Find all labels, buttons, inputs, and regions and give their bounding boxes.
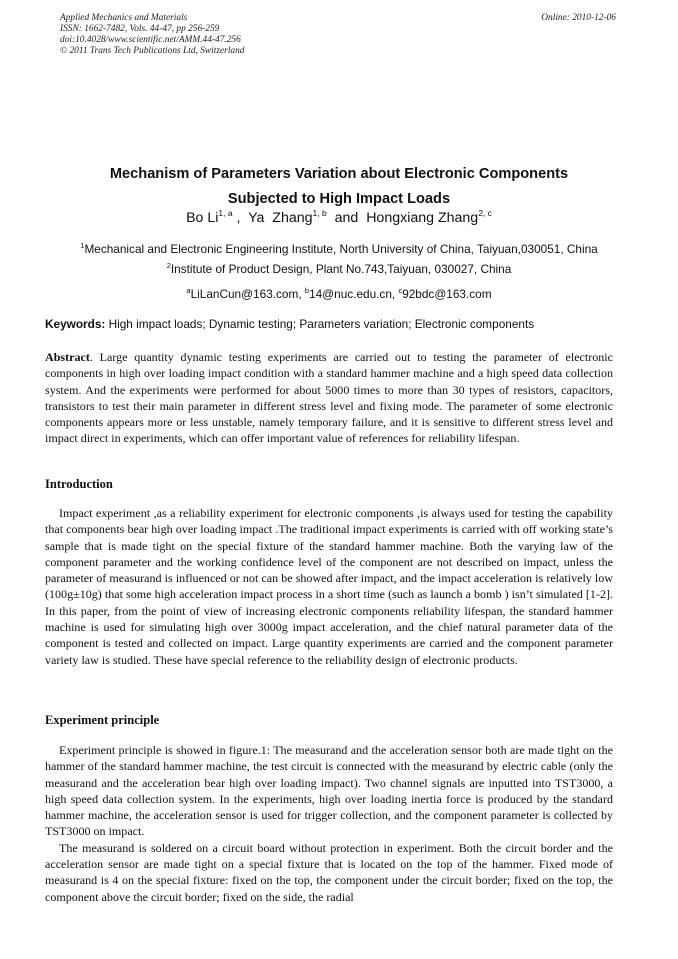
paper-title-line-2: Subjected to High Impact Loads <box>227 191 451 207</box>
doi: doi:10.4028/www.scientific.net/AMM.44-47.256 <box>60 35 241 45</box>
email: 92bdc@163.com <box>402 287 492 301</box>
online-date: Online: 2010-12-06 <box>541 13 616 23</box>
email-sup: a <box>186 286 191 295</box>
author-name: Bo Li <box>186 210 219 226</box>
journal-header <box>60 13 616 57</box>
author-sup: 1, b <box>312 208 327 218</box>
author-separator: , <box>232 210 249 226</box>
author-list <box>0 208 678 226</box>
email-list <box>20 283 658 302</box>
email-sup: c <box>398 286 403 295</box>
paper-title-line-1: Mechanism of Parameters Variation about Electronic Components <box>109 166 569 182</box>
abstract <box>45 349 613 447</box>
author-sup: 2, c <box>478 208 492 218</box>
affiliation-1 <box>20 238 658 257</box>
affiliation-text: Mechanical and Electronic Engineering Institute, North University of China, Taiyuan,030051, China <box>84 242 598 256</box>
keywords-text: High impact loads; Dynamic testing; Parameters variation; Electronic components <box>105 317 535 331</box>
abstract-text: . Large quantity dynamic testing experiments are carried out to testing the parameter of electronic components in high over loading impact condition with a standard hammer machine and a high speed data collection system. And the experiments were performed for about 5000 times to more than 30 types of resistors, capacitors, transistors to test their main parameter in different stress level and fixing mode. The parameter of some electronic components appears more or less unstable, namely temporary failure, and it is sensitive to different stress level and impact direct in experiments, which can offer important value of references for reliability lifespan. <box>45 350 613 446</box>
principle-paragraph-2: The measurand is soldered on a circuit board without protection in experiment. Both the circuit border and the acceleration sensor are made tight on a special fixture that is located on the top of the hammer. Fixed mode of measurand is 4 on the special fixture: fixed on the top, the component under the circuit border; fixed on the top, the component above the circuit border; fixed on the side, the radial <box>45 840 613 904</box>
section-heading-introduction: Introduction <box>45 477 113 491</box>
journal-name: Applied Mechanics and Materials <box>60 13 188 23</box>
keywords-label: Keywords: <box>45 317 106 331</box>
copyright: © 2011 Trans Tech Publications Ltd, Switzerland <box>60 46 245 56</box>
issn: ISSN: 1662-7482, Vols. 44-47, pp 256-259 <box>60 24 220 34</box>
author-separator: and <box>326 210 367 226</box>
principle-paragraph-1: Experiment principle is showed in figure.1: The measurand and the acceleration sensor both are made tight on the hammer of the standard hammer machine, the test circuit is connected with the measurand by electric cable (only the measurand and the acceleration bear high over loading impact). Two channel signals are inputted into TST3000, a high speed data collection system. In the experiments, high over loading inertia force is produced by the standard hammer machine, the acceleration sensor is used for trigger collection, and the component parameter is collected by TST3000 on impact. <box>45 743 613 839</box>
affiliation-2 <box>20 258 658 277</box>
section-heading-experiment-principle: Experiment principle <box>45 713 160 727</box>
affiliation-sup: 1 <box>80 241 85 250</box>
author-name: Ya Zhang <box>248 210 313 226</box>
introduction-body <box>45 505 613 668</box>
email-sup: b <box>304 286 310 295</box>
affiliation-text: Institute of Product Design, Plant No.743,Taiyuan, 030027, China <box>170 262 512 276</box>
affiliation-sup: 2 <box>166 261 171 270</box>
abstract-label: Abstract <box>45 350 90 364</box>
keywords <box>45 317 633 331</box>
email: LiLanCun@163.com, <box>190 287 305 301</box>
author-sup: 1, a <box>218 208 233 218</box>
author-name: Hongxiang Zhang <box>366 210 479 226</box>
introduction-paragraph: Impact experiment ,as a reliability experiment for electronic components ,is always used for testing the capability that components bear high over loading impact .The traditional impact experiments is carried with off working state’s sample that is made tight on the special fixture of the standard hammer machine. Both the varying law of the component parameter and the working confidence level of the component are not described on impact, unless the parameter of measurand is influenced or not can be showed after impact, and the impact acceleration is relatively low (100g±10g) that some high acceleration impact process in a short time (such as launch a bomb ) isn’t simulated [1-2]. In this paper, from the point of view of increasing electronic components reliability lifespan, the standard hammer machine is used for simulating high over 3000g impact acceleration, and the chief natural parameter data of the component is tested and collected on impact. Large quantity experiments are carried and the component parameter variety law is studied. These have special reference to the reliability design of electronic products. <box>45 506 613 667</box>
email: 14@nuc.edu.cn, <box>309 287 399 301</box>
principle-body <box>45 742 613 905</box>
